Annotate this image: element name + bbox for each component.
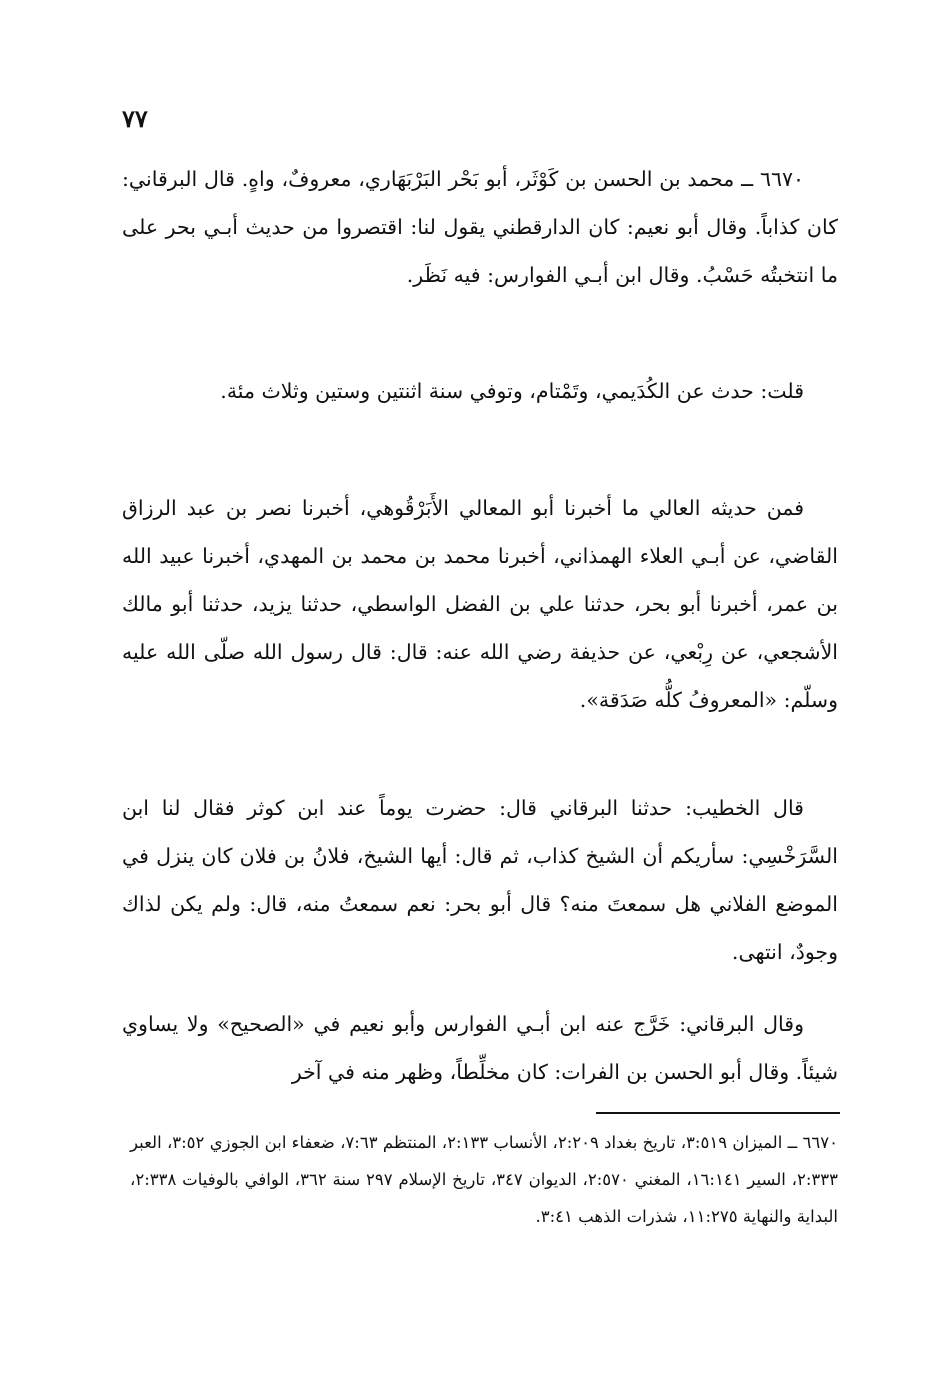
- page-number: ٧٧: [122, 104, 148, 133]
- footnote-text: ٦٦٧٠ ــ الميزان ٣:٥١٩، تاريخ بغداد ٢:٢٠٩، الأنساب ٢:١٣٣، المنتظم ٧:٦٣، ضعفاء ابن الجوزي ٣:٥٢، العبر ٢:٣٣٣، السير ١٦:١٤١، المغني ٢:٥٧٠، الديوان ٣٤٧، تاريخ الإسلام ٢٩٧ سنة ٣٦٢، الوافي بالوفيات ٢:٣٣٨، البداية والنهاية ١١:٢٧٥، شذرات الذهب ٣:٤١.: [130, 1133, 838, 1226]
- paragraph-text: قال الخطيب: حدثنا البرقاني قال: حضرت يوماً عند ابن كوثر فقال لنا ابن السَّرَخْسِي: سأريكم أن الشيخ كذاب، ثم قال: أيها الشيخ، فلانُ بن فلان كان ينزل في الموضع الفلاني هل سمعتَ منه؟ قال أبو بحر: نعم سمعتُ منه، قال: ولم يكن لذاك وجودٌ، انتهى.: [122, 796, 838, 964]
- entry-text: ٦٦٧٠ ــ محمد بن الحسن بن كَوْثَر، أبو بَحْر البَرْبَهَاري، معروفٌ، واهٍ. قال البرقاني: كان كذاباً. وقال أبو نعيم: كان الدارقطني يقول لنا: اقتصروا من حديث أبـي بحر على ما انتخبتُه حَسْبُ. وقال ابن أبـي الفوارس: فيه نَظَر.: [122, 167, 838, 287]
- barqani-paragraph: [122, 1000, 838, 1096]
- biography-entry-paragraph: [122, 155, 838, 299]
- author-note-paragraph: [122, 367, 838, 415]
- paragraph-text: فمن حديثه العالي ما أخبرنا أبو المعالي الأَبَرْقُوهي، أخبرنا نصر بن عبد الرزاق القاضي، عن أبـي العلاء الهمذاني، أخبرنا محمد بن محمد بن المهدي، أخبرنا عبيد الله بن عمر، أخبرنا أبو بحر، حدثنا علي بن الفضل الواسطي، حدثنا يزيد، حدثنا أبو مالك الأشجعي، عن رِبْعي، عن حذيفة رضي الله عنه: قال: قال رسول الله صلّى الله عليه وسلّم: «المعروفُ كلُّه صَدَقة».: [122, 496, 838, 712]
- footnote-divider: [596, 1112, 840, 1114]
- khatib-narration-paragraph: [122, 784, 838, 976]
- footnotes: [130, 1124, 838, 1235]
- paragraph-text: قلت: حدث عن الكُدَيمي، وتَمْتام، وتوفي سنة اثنتين وستين وثلاث مئة.: [220, 379, 804, 403]
- paragraph-text: وقال البرقاني: خَرَّج عنه ابن أبـي الفوارس وأبو نعيم في «الصحيح» ولا يساوي شيئاً. وقال أبو الحسن بن الفرات: كان مخلِّطاً، وظهر منه في آخر: [122, 1012, 838, 1084]
- hadith-paragraph: [122, 484, 838, 724]
